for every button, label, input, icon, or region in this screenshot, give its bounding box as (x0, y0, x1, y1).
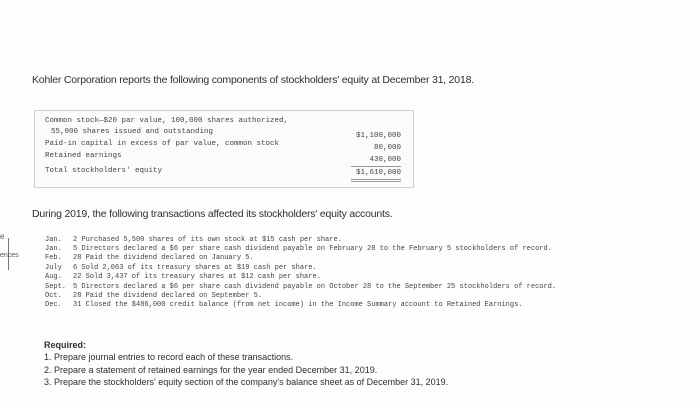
transaction-month: Sept. (45, 283, 67, 291)
equity-row-label: Paid-in capital in excess of par value, common stock (45, 140, 280, 148)
equity-row-label: Common stock—$20 par value, 100,000 shares authorized, (45, 117, 289, 125)
equity-row-value: $1,610,000 (355, 169, 401, 177)
transaction-month: Jan. (45, 245, 62, 253)
equity-row-label: Total stockholders' equity (45, 167, 163, 175)
during-text: During 2019, the following transactions affected its stockholders' equity accounts. (32, 208, 393, 220)
transaction-text: 28 Paid the dividend declared on January 5. (73, 254, 254, 262)
edge-side-label: ences (0, 252, 19, 259)
total-double-rule (351, 179, 401, 180)
total-double-rule (351, 181, 401, 182)
equity-row-value: 80,000 (373, 144, 401, 152)
transaction-text: 5 Directors declared a $6 per share cash dividend payable on February 28 to the February 5 stockholders of record. (73, 245, 552, 253)
transaction-text: 5 Directors declared a $6 per share cash dividend payable on October 28 to the September 25 stockholders of record. (73, 283, 557, 291)
equity-row-label: 55,000 shares issued and outstanding (51, 128, 214, 136)
transaction-month: Aug. (45, 273, 62, 281)
edge-mark: e (0, 232, 5, 241)
transaction-month: Jan. (45, 236, 62, 244)
transaction-text: 31 Closed the $486,000 credit balance (from net income) in the Income Summary account to Retained Earnings. (73, 301, 523, 309)
transaction-month: Oct. (45, 292, 62, 300)
equity-row-label: Retained earnings (45, 152, 122, 160)
required-item: 1. Prepare journal entries to record each of these transactions. (44, 352, 294, 362)
transaction-month: July (45, 264, 62, 272)
intro-text: Kohler Corporation reports the following components of stockholders' equity at December 31, 2018. (32, 74, 474, 86)
equity-row-value: 430,000 (369, 156, 401, 164)
required-item: 3. Prepare the stockholders' equity section of the company's balance sheet as of December 31, 2019. (44, 377, 449, 387)
transaction-text: 22 Sold 3,437 of its treasury shares at $12 cash per share. (73, 273, 321, 281)
required-item: 2. Prepare a statement of retained earnings for the year ended December 31, 2019. (44, 365, 378, 375)
required-heading: Required: (44, 340, 87, 350)
equity-table (34, 110, 414, 188)
transaction-month: Dec. (45, 301, 62, 309)
subtotal-rule (351, 166, 401, 167)
transaction-text: 2 Purchased 5,500 shares of its own stock at $15 cash per share. (73, 236, 342, 244)
transaction-month: Feb. (45, 254, 62, 262)
transaction-text: 28 Paid the dividend declared on September 5. (73, 292, 263, 300)
equity-row-value: $1,100,000 (355, 132, 401, 140)
transaction-text: 6 Sold 2,063 of its treasury shares at $19 cash per share. (73, 264, 317, 272)
